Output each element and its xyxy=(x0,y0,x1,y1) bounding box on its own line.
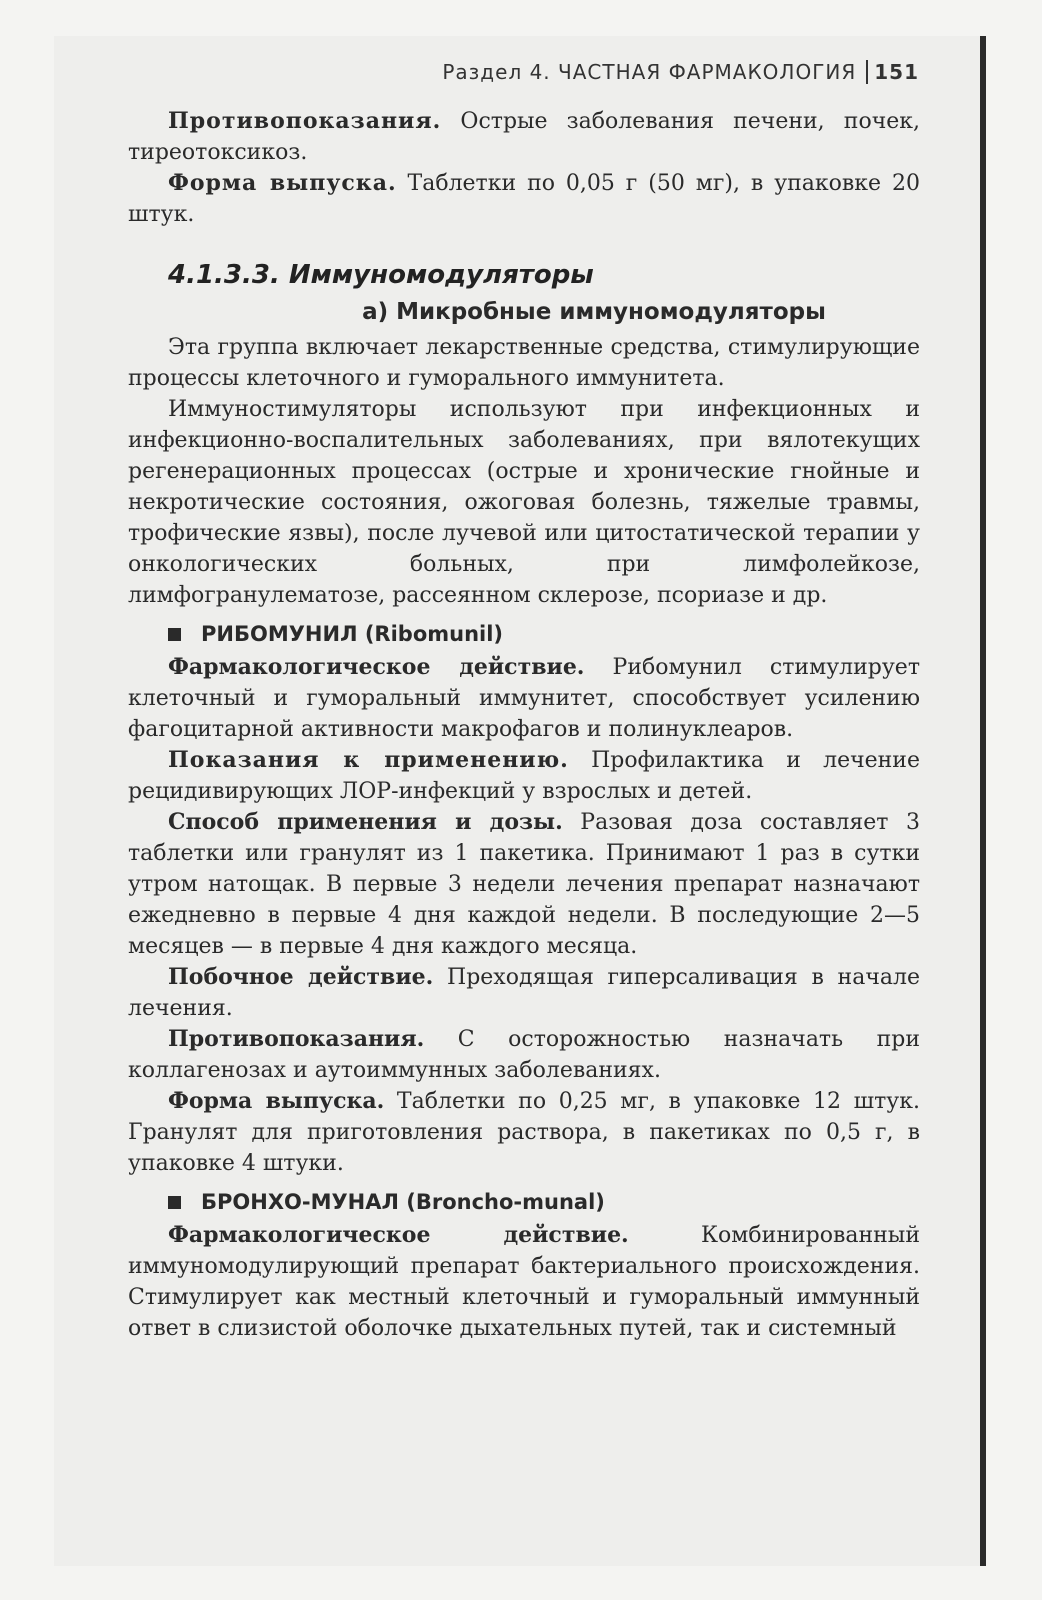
section-heading: 4.1.3.3. Иммуномодуляторы xyxy=(168,260,594,290)
paragraph-usage: Иммуностимуляторы используют при инфекционных и инфекционно-воспалительных заболеваниях, при вялотекущих регенерационных процессах (острые и хронические гнойные и некротические состояния, ожоговая болезнь, тяжелые травмы, трофические язвы), после лучевой или цитостатической терапии у онкологических больных, при лимфолейкозе, лимфогранулематозе, рассеянном склерозе, псориазе и др. xyxy=(128,397,920,608)
term-label: Побочное действие. xyxy=(168,964,434,990)
paragraph-indications xyxy=(128,745,920,807)
paragraph-action xyxy=(128,1220,920,1344)
paragraph-action xyxy=(128,652,920,745)
drug-heading-ribomunil xyxy=(168,619,920,650)
paragraph-contraindications xyxy=(128,1024,920,1086)
term-label: Противопоказания. xyxy=(168,108,442,134)
subsection-heading: а) Микробные иммуномодуляторы xyxy=(362,299,826,325)
term-label: Фармакологическое действие. xyxy=(168,1222,629,1248)
page-content xyxy=(128,106,920,1344)
paragraph-text: С осторожностью назначать при коллагенозах и аутоиммунных заболеваниях. xyxy=(128,1027,920,1083)
paragraph-text: Комбинированный иммуномодулирующий препарат бактериального происхождения. Стимулирует как местный клеточный и гуморальный иммунный ответ в слизистой оболочке дыхательных путей, так и системный xyxy=(128,1223,920,1341)
header-divider xyxy=(866,60,868,84)
term-label: Показания к применению. xyxy=(168,747,569,773)
paragraph-side-effects xyxy=(128,962,920,1024)
book-page xyxy=(54,36,986,1566)
term-label: Способ применения и дозы. xyxy=(168,809,563,835)
paragraph-intro: Эта группа включает лекарственные средства, стимулирующие процессы клеточного и гуморального иммунитета. xyxy=(128,335,920,391)
term-label: Форма выпуска. xyxy=(168,1088,385,1114)
term-label: Форма выпуска. xyxy=(168,170,397,196)
header-section-title: Раздел 4. ЧАСТНАЯ ФАРМАКОЛОГИЯ xyxy=(442,60,857,84)
paragraph-text: Таблетки по 0,25 мг, в упаковке 12 штук. Гранулят для приготовления раствора, в пакетиках по 0,5 г, в упаковке 4 штуки. xyxy=(128,1089,920,1176)
drug-name: БРОНХО-МУНАЛ (Broncho-munal) xyxy=(201,1190,605,1214)
term-label: Фармакологическое действие. xyxy=(168,654,585,680)
paragraph-text: Острые заболевания печени, почек, тиреотоксикоз. xyxy=(128,109,920,165)
paragraph-text: Таблетки по 0,05 г (50 мг), в упаковке 20 штук. xyxy=(128,171,920,227)
square-bullet-icon xyxy=(168,1196,181,1209)
paragraph-text: Преходящая гиперсаливация в начале лечения. xyxy=(128,965,920,1021)
paragraph-text: Профилактика и лечение рецидивирующих ЛОР-инфекций у взрослых и детей. xyxy=(128,748,920,804)
paragraph-release-form xyxy=(128,168,920,230)
running-header xyxy=(344,60,919,84)
paragraph-release-form xyxy=(128,1086,920,1179)
paragraph-contraindications xyxy=(128,106,920,168)
square-bullet-icon xyxy=(168,628,181,641)
paragraph-text: Разовая доза составляет 3 таблетки или гранулят из 1 пакетика. Принимают 1 раз в сутки утром натощак. В первые 3 недели лечения препарат назначают ежедневно в первые 4 дня каждой недели. В последующие 2—5 месяцев — в первые 4 дня каждого месяца. xyxy=(128,810,920,959)
drug-heading-broncho-munal xyxy=(168,1187,920,1218)
page-number: 151 xyxy=(874,60,919,84)
paragraph-text: Рибомунил стимулирует клеточный и гуморальный иммунитет, способствует усилению фагоцитарной активности макрофагов и полинуклеаров. xyxy=(128,655,920,742)
drug-name: РИБОМУНИЛ (Ribomunil) xyxy=(201,622,504,646)
paragraph-dosage xyxy=(128,807,920,962)
term-label: Противопоказания. xyxy=(168,1026,425,1052)
